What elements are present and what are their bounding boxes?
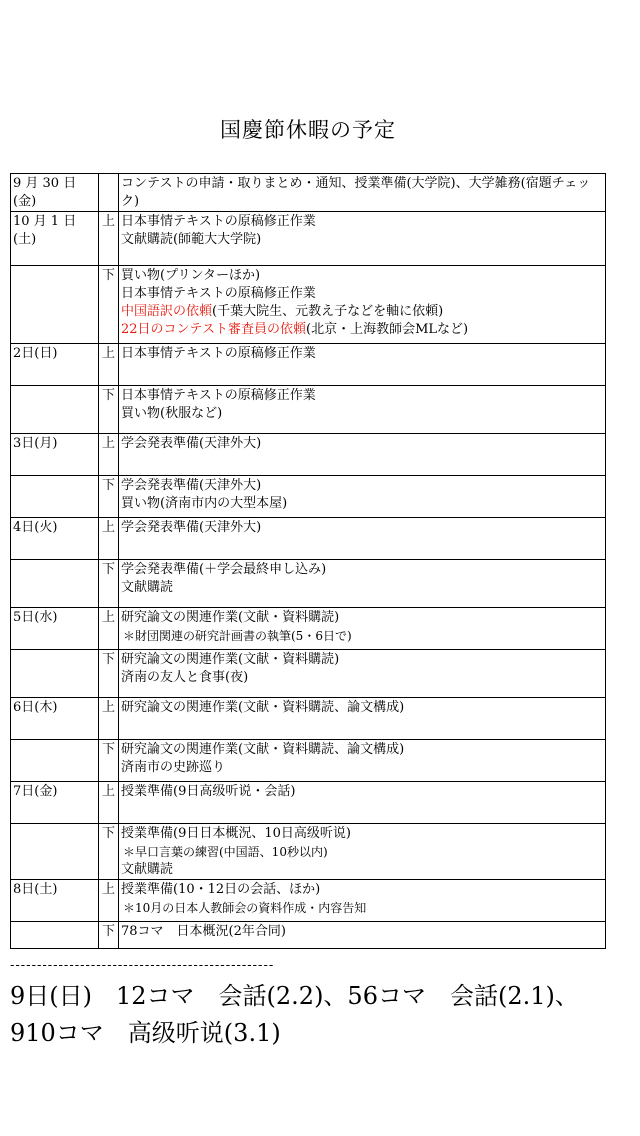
schedule-half: 下 xyxy=(99,824,119,880)
schedule-tasks xyxy=(119,518,606,560)
task-line xyxy=(121,405,603,423)
task-line xyxy=(121,175,603,211)
schedule-half: 下 xyxy=(99,266,119,344)
task-line xyxy=(121,435,603,453)
task-text: 学会発表準備(天津外大) xyxy=(121,520,262,535)
task-line xyxy=(121,669,603,687)
task-text: 学会発表準備(＋学会最終申し込み) xyxy=(121,562,327,577)
task-text: 文献購読 xyxy=(121,862,174,877)
schedule-tasks xyxy=(119,782,606,824)
schedule-date: 2日(日) xyxy=(11,344,99,386)
schedule-half: 下 xyxy=(99,560,119,608)
task-text: 買い物(秋服など) xyxy=(121,406,223,421)
task-line xyxy=(121,899,603,917)
schedule-half xyxy=(99,174,119,212)
schedule-date xyxy=(11,476,99,518)
schedule-tasks xyxy=(119,650,606,698)
task-line xyxy=(121,231,603,249)
schedule-half: 上 xyxy=(99,434,119,476)
task-text: 研究論文の関連作業(文献・資料購読、論文構成) xyxy=(121,742,405,757)
highlighted-task: 22日のコンテスト審査員の依頼 xyxy=(121,322,307,337)
schedule-date xyxy=(11,560,99,608)
schedule-date xyxy=(11,824,99,880)
schedule-tasks xyxy=(119,824,606,880)
schedule-date xyxy=(11,922,99,949)
task-text: 日本事情テキストの原稿修正作業 xyxy=(121,214,316,229)
task-text: 研究論文の関連作業(文献・資料購読) xyxy=(121,652,340,667)
task-text: 学会発表準備(天津外大) xyxy=(121,436,262,451)
schedule-date: 6日(木) xyxy=(11,698,99,740)
task-text: 授業準備(10・12日の会話、ほか) xyxy=(121,882,321,897)
schedule-tasks xyxy=(119,560,606,608)
task-text: 済南市の史跡巡り xyxy=(121,760,226,775)
schedule-row xyxy=(11,650,606,698)
schedule-tasks xyxy=(119,434,606,476)
task-text: ＊早口言葉の練習(中国語、10秒以内) xyxy=(123,845,328,859)
task-line xyxy=(121,495,603,513)
schedule-row xyxy=(11,880,606,922)
task-line xyxy=(121,267,603,285)
task-line xyxy=(121,345,603,363)
task-text: コンテストの申請・取りまとめ・通知、授業準備(大学院)、大学雑務(宿題チェック) xyxy=(121,176,591,209)
separator-line: ------------------------------------------------- xyxy=(10,958,275,973)
schedule-half: 上 xyxy=(99,880,119,922)
schedule-half: 下 xyxy=(99,650,119,698)
schedule-date: 3日(月) xyxy=(11,434,99,476)
schedule-row xyxy=(11,434,606,476)
schedule-row xyxy=(11,922,606,949)
schedule-tasks xyxy=(119,698,606,740)
task-line xyxy=(121,477,603,495)
schedule-half: 下 xyxy=(99,476,119,518)
schedule-date: 5日(水) xyxy=(11,608,99,650)
task-text: 78コマ 日本概況(2年合同) xyxy=(121,924,286,939)
task-text: 授業準備(9日高级听说・会話) xyxy=(121,784,296,799)
schedule-date xyxy=(11,650,99,698)
schedule-tasks xyxy=(119,608,606,650)
task-line xyxy=(121,285,603,303)
schedule-tasks xyxy=(119,740,606,782)
schedule-row xyxy=(11,698,606,740)
schedule-row xyxy=(11,476,606,518)
task-line xyxy=(121,843,603,861)
schedule-half: 下 xyxy=(99,740,119,782)
task-line xyxy=(121,861,603,879)
task-line xyxy=(121,387,603,405)
task-line xyxy=(121,561,603,579)
task-line xyxy=(121,881,603,899)
schedule-row xyxy=(11,174,606,212)
task-text: (北京・上海教師会MLなど) xyxy=(306,322,469,337)
schedule-half: 上 xyxy=(99,782,119,824)
task-text: 研究論文の関連作業(文献・資料購読) xyxy=(121,610,340,625)
task-text: ＊財団関連の研究計画書の執筆(5・6日で) xyxy=(123,629,352,643)
task-text: 日本事情テキストの原稿修正作業 xyxy=(121,346,316,361)
task-line xyxy=(121,741,603,759)
schedule-tasks xyxy=(119,386,606,434)
schedule-half: 上 xyxy=(99,518,119,560)
task-text: 済南の友人と食事(夜) xyxy=(121,670,249,685)
schedule-table xyxy=(10,173,606,949)
task-text: 授業準備(9日日本概況、10日高级听说) xyxy=(121,826,351,841)
schedule-row xyxy=(11,518,606,560)
task-text: 買い物(プリンターほか) xyxy=(121,268,261,283)
task-line xyxy=(121,579,603,597)
task-line xyxy=(121,923,603,941)
schedule-row xyxy=(11,608,606,650)
schedule-tasks xyxy=(119,476,606,518)
schedule-date: 4日(火) xyxy=(11,518,99,560)
schedule-half: 下 xyxy=(99,922,119,949)
schedule-date: 8日(土) xyxy=(11,880,99,922)
task-text: 買い物(済南市内の大型本屋) xyxy=(121,496,288,511)
schedule-tasks xyxy=(119,174,606,212)
task-text: ＊10月の日本人教師会の資料作成・内容告知 xyxy=(123,901,367,915)
highlighted-task: 中国語訳の依頼 xyxy=(121,304,213,319)
schedule-row xyxy=(11,740,606,782)
task-text: 学会発表準備(天津外大) xyxy=(121,478,262,493)
task-line xyxy=(121,651,603,669)
schedule-half: 上 xyxy=(99,608,119,650)
schedule-date: 7日(金) xyxy=(11,782,99,824)
task-line xyxy=(121,783,603,801)
schedule-date: 10 月 1 日(土) xyxy=(11,212,99,266)
schedule-row xyxy=(11,824,606,880)
schedule-row xyxy=(11,266,606,344)
schedule-row xyxy=(11,344,606,386)
schedule-tasks xyxy=(119,880,606,922)
task-line xyxy=(121,627,603,645)
schedule-row xyxy=(11,386,606,434)
task-line xyxy=(121,609,603,627)
task-line xyxy=(121,213,603,231)
schedule-half: 下 xyxy=(99,386,119,434)
schedule-row xyxy=(11,212,606,266)
task-text: 文献購読(師範大大学院) xyxy=(121,232,262,247)
schedule-tasks xyxy=(119,922,606,949)
task-text: 文献購読 xyxy=(121,580,174,595)
task-text: 日本事情テキストの原稿修正作業 xyxy=(121,286,316,301)
schedule-date xyxy=(11,740,99,782)
schedule-half: 上 xyxy=(99,698,119,740)
task-line xyxy=(121,303,603,321)
page-title: 国慶節休暇の予定 xyxy=(220,118,396,142)
task-line xyxy=(121,825,603,843)
schedule-tasks xyxy=(119,344,606,386)
task-text: 研究論文の関連作業(文献・資料購読、論文構成) xyxy=(121,700,405,715)
schedule-date: 9 月 30 日(金) xyxy=(11,174,99,212)
task-text: (千葉大院生、元教え子などを軸に依頼) xyxy=(212,304,444,319)
task-line xyxy=(121,321,603,339)
task-line xyxy=(121,699,603,717)
schedule-tasks xyxy=(119,212,606,266)
schedule-half: 上 xyxy=(99,212,119,266)
task-line xyxy=(121,519,603,537)
schedule-half: 上 xyxy=(99,344,119,386)
schedule-date xyxy=(11,386,99,434)
schedule-tasks xyxy=(119,266,606,344)
schedule-date xyxy=(11,266,99,344)
schedule-row xyxy=(11,782,606,824)
task-line xyxy=(121,759,603,777)
footer-note: 9日(日) 12コマ 会話(2.2)、56コマ 会話(2.1)、910コマ 高级听说(3.1) xyxy=(10,982,579,1047)
schedule-row xyxy=(11,560,606,608)
task-text: 日本事情テキストの原稿修正作業 xyxy=(121,388,316,403)
